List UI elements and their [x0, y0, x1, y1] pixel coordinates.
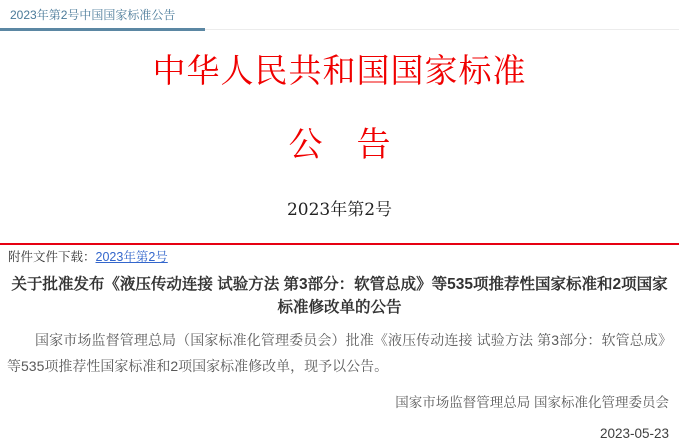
document-subtitle: 公 告 — [288, 125, 391, 165]
publish-date: 2023-05-23 — [599, 426, 669, 441]
issue-number: 2023年第2号 — [286, 200, 393, 220]
attachment-row — [0, 245, 679, 265]
attachment-download-link[interactable]: 2023年第2号 — [95, 250, 168, 264]
tab-bar — [0, 0, 679, 30]
active-tab-underline — [0, 28, 205, 31]
document-title: 中华人民共和国国家标准 — [152, 51, 527, 90]
announcement-heading: 关于批准发布《液压传动连接 试验方法 第3部分：软管总成》等535项推荐性国家标准和2项国家标准修改单的公告 — [11, 276, 668, 316]
announcement-body: 国家市场监督管理总局（国家标准化管理委员会）批准《液压传动连接 试验方法 第3部分：软管总成》等535项推荐性国家标准和2项国家标准修改单，现予以公告。 — [7, 332, 672, 374]
issuing-authorities: 国家市场监督管理总局 国家标准化管理委员会 — [395, 395, 669, 410]
attachment-label: 附件文件下载： — [8, 250, 96, 264]
tab-standard-announcement[interactable]: 2023年第2号中国国家标准公告 — [10, 8, 176, 22]
document-area — [0, 52, 679, 442]
